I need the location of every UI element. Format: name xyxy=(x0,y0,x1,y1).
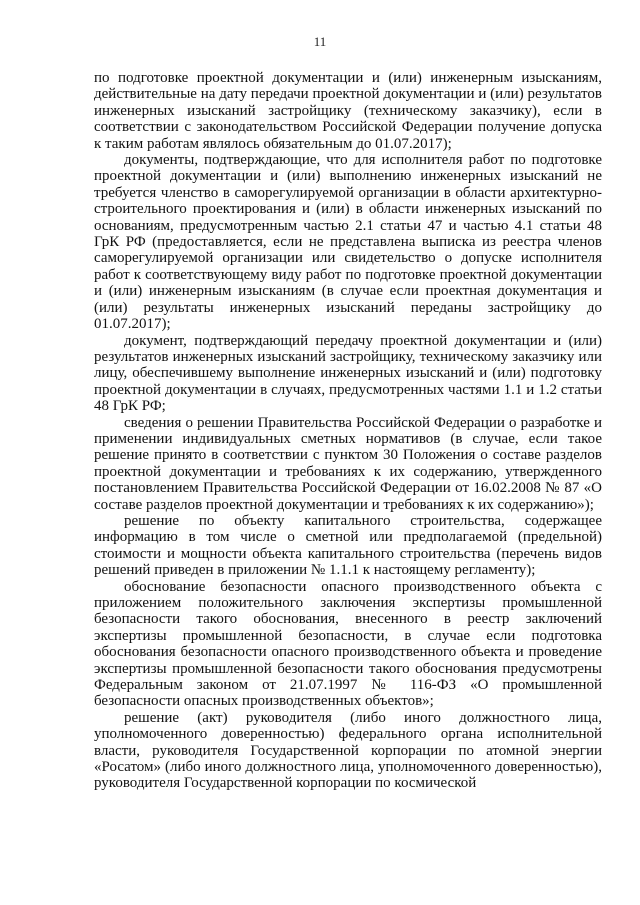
paragraph-transfer-confirmation: документ, подтверждающий передачу проектной документации и (или) результатов инженерных изысканий застройщику, техническому заказчику или лицу, обеспечившему выполнение инженерных изысканий и (или) подготовку проектной документации в случаях, предусмотренных частями 1.1 и 1.2 статьи 48 ГрК РФ; xyxy=(94,332,602,415)
document-body xyxy=(94,70,602,792)
paragraph-permit-continuation: по подготовке проектной документации и (или) инженерным изысканиям, действительные на дату передачи проектной документации и (или) результатов инженерных изысканий застройщику (техническому заказчику), если в соответствии с законодательством Российской Федерации получение допуска к таким работам являлось обязательным до 01.07.2017); xyxy=(94,70,602,152)
paragraph-safety-justification: обоснование безопасности опасного производственного объекта с приложением положительного заключения экспертизы промышленной безопасности такого обоснования, внесенного в реестр заключений экспертизы промышленной безопасности, в случае если подготовка обоснования безопасности опасного производственного объекта и проведение экспертизы промышленной безопасности такого обоснования предусмотрены Федеральным законом от 21.07.1997 № 116-ФЗ «О промышленной безопасности опасных производственных объектов»; xyxy=(94,578,602,710)
paragraph-government-decision: сведения о решении Правительства Российской Федерации о разработке и применении индивидуальных сметных нормативов (в случае, если такое решение принято в соответствии с пунктом 30 Положения о составе разделов проектной документации и требованиях к их содержанию, утвержденного постановлением Правительства Российской Федерации от 16.02.2008 № 87 «О составе разделов проектной документации и требованиях к их содержанию»); xyxy=(94,414,602,513)
page-number: 11 xyxy=(313,34,327,49)
paragraph-construction-decision: решение по объекту капитального строительства, содержащее информацию в том числе о сметной или предполагаемой (предельной) стоимости и мощности объекта капитального строительства (перечень видов решений приведен в приложении № 1.1.1 к настоящему регламенту); xyxy=(94,512,602,579)
paragraph-head-decision: решение (акт) руководителя (либо иного должностного лица, уполномоченного доверенностью) федерального органа исполнительной власти, руководителя Государственной корпорации по атомной энергии «Росатом» (либо иного должностного лица, уполномоченного доверенностью), руководителя Государственной корпорации по космической xyxy=(94,709,602,792)
paragraph-sro-membership-documents: документы, подтверждающие, что для исполнителя работ по подготовке проектной документации и (или) выполнению инженерных изысканий не требуется членство в саморегулируемой организации в области архитектурно-строительного проектирования и (или) в области инженерных изысканий по основаниям, предусмотренным частью 2.1 статьи 47 и частью 4.1 статьи 48 ГрК РФ (предоставляется, если не представлена выписка из реестра членов саморегулируемой организации или свидетельство о допуске исполнителя работ к соответствующему виду работ по подготовке проектной документации и (или) инженерным изысканиям (в случае если проектная документация и (или) результаты инженерных изысканий переданы застройщику до 01.07.2017); xyxy=(94,152,602,333)
